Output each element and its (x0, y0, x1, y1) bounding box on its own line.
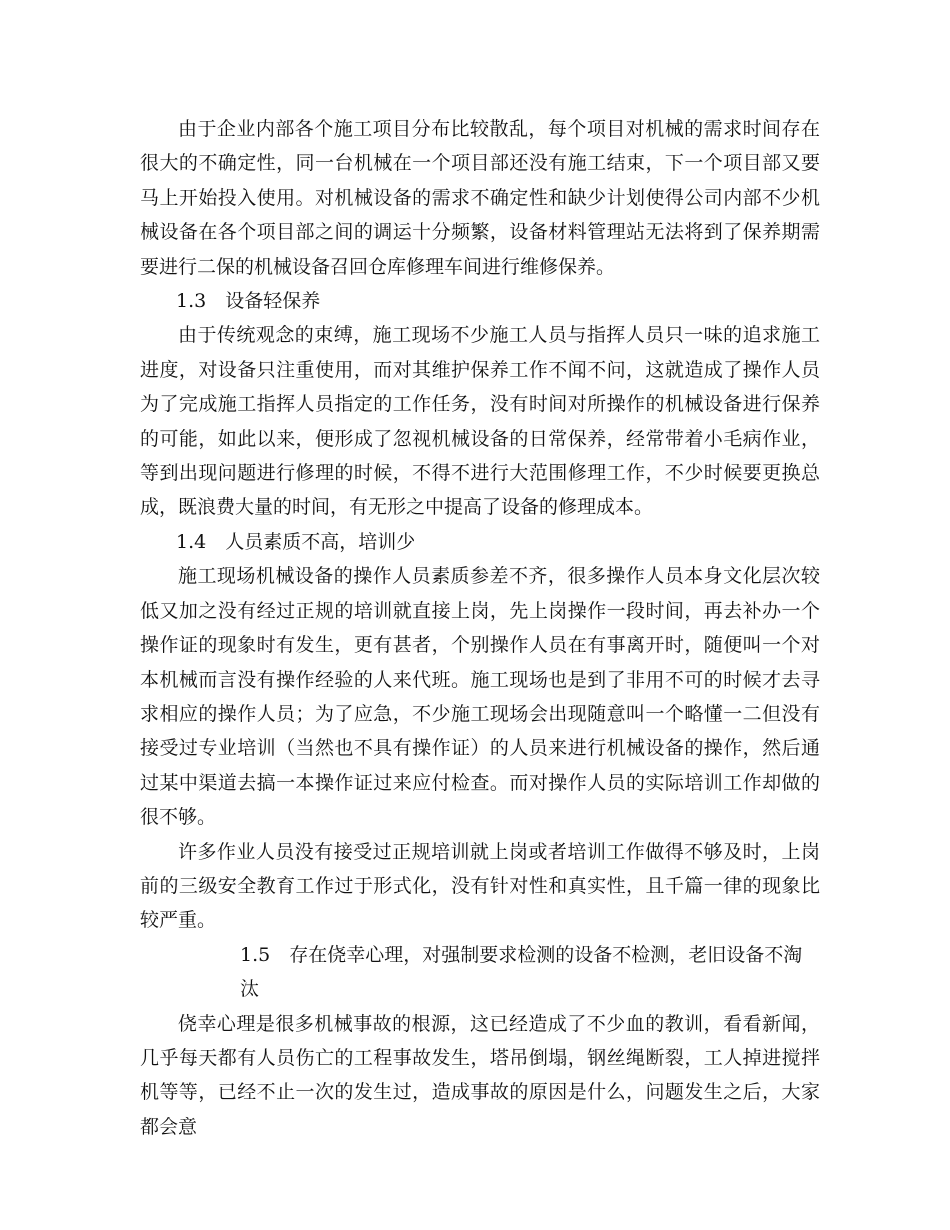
paragraph: 侥幸心理是很多机械事故的根源，这已经造成了不少血的教训，看看新闻，几乎每天都有人员伤亡的工程事故发生，塔吊倒塌，钢丝绳断裂，工人掉进搅拌机等等，已经不止一次的发生过，造成事故的原因是什么，问题发生之后，大家都会意 (140, 1012, 820, 1138)
paragraph: 由于传统观念的束缚，施工现场不少施工人员与指挥人员只一味的追求施工进度，对设备只注重使用，而对其维护保养工作不闻不问，这就造成了操作人员为了完成施工指挥人员指定的工作任务，没有时间对所操作的机械设备进行保养的可能，如此以来，便形成了忽视机械设备的日常保养，经常带着小毛病作业，等到出现问题进行修理的时候，不得不进行大范围修理工作，不少时候要更换总成，既浪费大量的时间，有无形之中提高了设备的修理成本。 (140, 324, 820, 519)
section-heading-1-4: 1.4 人员素质不高，培训少 (176, 530, 416, 553)
paragraph: 由于企业内部各个施工项目分布比较散乱，每个项目对机械的需求时间存在很大的不确定性，同一台机械在一个项目部还没有施工结束，下一个项目部又要马上开始投入使用。对机械设备的需求不确定性和缺少计划使得公司内部不少机械设备在各个项目部之间的调运十分频繁，设备材料管理站无法将到了保养期需要进行二保的机械设备召回仓库修理车间进行维修保养。 (140, 118, 820, 278)
section-heading-1-3: 1.3 设备轻保养 (176, 290, 321, 313)
document-body (140, 112, 820, 1144)
paragraph: 施工现场机械设备的操作人员素质参差不齐，很多操作人员本身文化层次较低又加之没有经过正规的培训就直接上岗，先上岗操作一段时间，再去补办一个操作证的现象时有发生，更有甚者，个别操作人员在有事离开时，随便叫一个对本机械而言没有操作经验的人来代班。施工现场也是到了非用不可的时候才去寻求相应的操作人员；为了应急，不少施工现场会出现随意叫一个略懂一二但没有接受过专业培训（当然也不具有操作证）的人员来进行机械设备的操作，然后通过某中渠道去搞一本操作证过来应付检查。而对操作人员的实际培训工作却做的很不够。 (140, 565, 820, 829)
section-heading-1-5: 1.5 存在侥幸心理，对强制要求检测的设备不检测，老旧设备不淘汰 (240, 943, 803, 1001)
paragraph: 许多作业人员没有接受过正规培训就上岗或者培训工作做得不够及时，上岗前的三级安全教育工作过于形式化，没有针对性和真实性，且千篇一律的现象比较严重。 (140, 840, 820, 932)
